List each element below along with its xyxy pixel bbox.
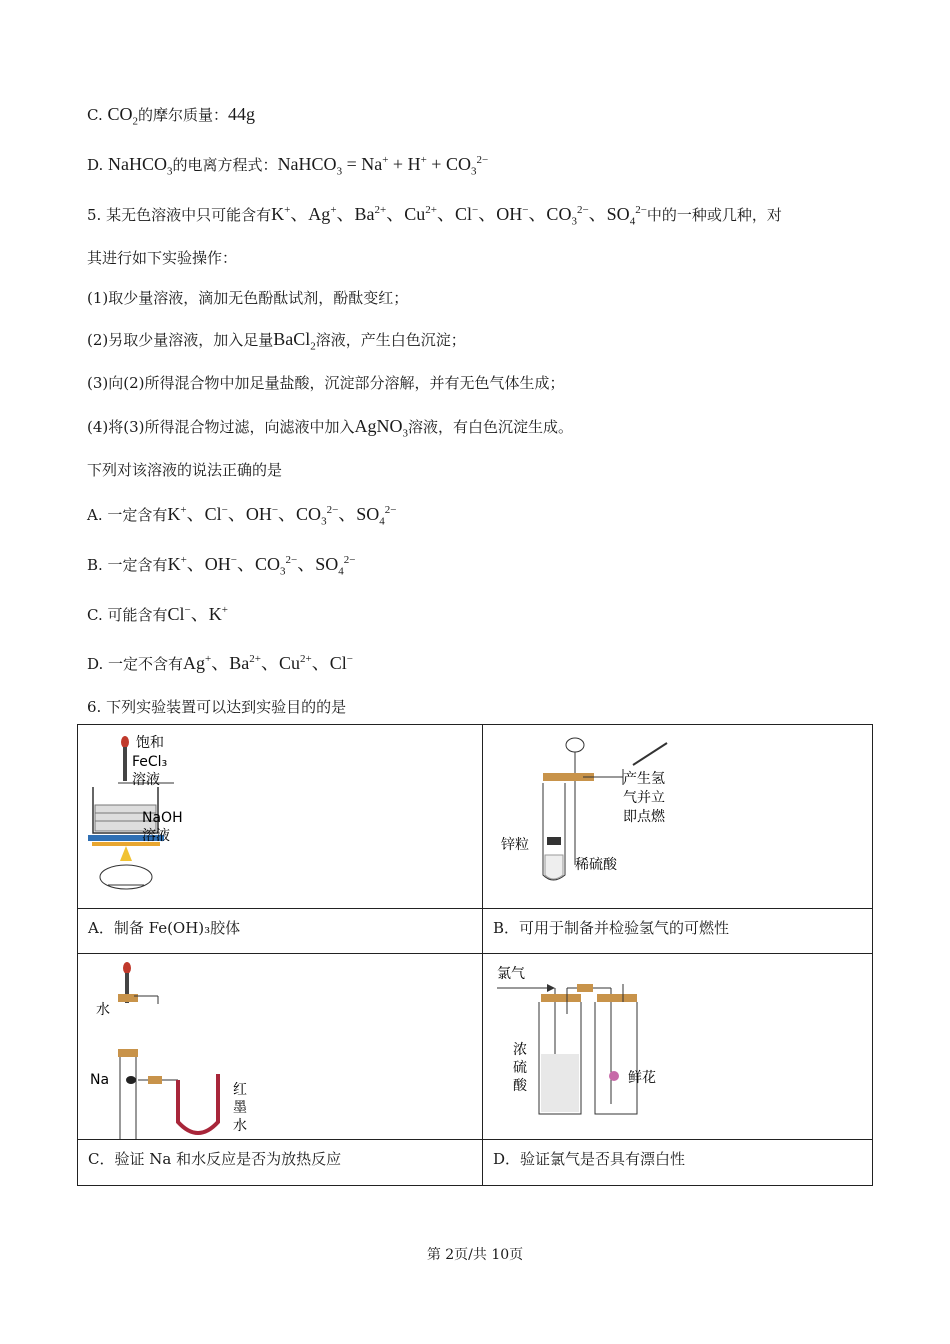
caption-b: B．可用于制备并检验氢气的可燃性 — [482, 908, 873, 954]
ion-list: Cl−、K+ — [167, 604, 228, 624]
option-text: 的摩尔质量： — [138, 106, 229, 124]
q5-option-b — [87, 553, 355, 576]
figure-cell-c — [77, 953, 483, 1140]
option-label: C. — [87, 106, 103, 124]
step-text: (2)另取少量溶液，加入足量 — [87, 331, 274, 349]
figure-cell-a — [77, 724, 483, 909]
apparatus-a-figure — [78, 725, 482, 908]
option-text: A. 一定含有 — [87, 506, 168, 524]
label-red: 红 — [233, 1082, 247, 1098]
ionization-equation: NaHCO$_3$ = $Na^+ + H^+ + CO_3^{2-}$ — [277, 154, 489, 178]
formula-bacl2: BaCl$_2$ — [273, 329, 316, 353]
label-acid: 酸 — [513, 1078, 527, 1094]
figure-cell-d — [482, 953, 873, 1140]
label-dilute-h2so4: 稀硫酸 — [575, 857, 617, 873]
step-text: (4)将(3)所得混合物过滤，向滤液中加入 — [87, 418, 355, 436]
label-na: Na — [90, 1072, 110, 1088]
option-text: 的电离方程式： — [172, 156, 278, 174]
label-produce-h2: 产生氢 — [623, 771, 665, 787]
caption-a: A．制备 Fe(OH)₃胶体 — [77, 908, 483, 954]
option-text: C. 可能含有 — [87, 606, 168, 624]
stem-text: 5. 某无色溶液中只可能含有 — [87, 206, 272, 224]
label-water: 水 — [233, 1118, 247, 1134]
ion-list: K+、Cl−、OH−、$CO_3^{2-}$、$SO_4^{2-}$ — [167, 504, 397, 528]
q4-option-c — [87, 103, 255, 126]
label-saturated: 饱和 — [136, 735, 164, 751]
label-solution: 溶液 — [132, 772, 160, 788]
q4-option-d — [87, 153, 488, 176]
q5-stem-line2: 其进行如下实验操作： — [87, 249, 238, 267]
formula-nahco3: NaHCO$_3$ — [108, 154, 173, 178]
step-text: 溶液，有白色沉淀生成。 — [408, 418, 574, 436]
q5-option-d — [87, 652, 353, 675]
q5-option-a — [87, 503, 397, 526]
label-ink: 墨 — [233, 1100, 247, 1116]
label-sulfuric: 硫 — [513, 1060, 527, 1076]
label-ignite: 即点燃 — [623, 809, 665, 825]
label-fecl3: FeCl₃ — [132, 754, 168, 770]
label-solution: 溶液 — [142, 828, 170, 844]
label-conc: 浓 — [513, 1042, 527, 1058]
q5-step3: (3)向(2)所得混合物中加足量盐酸，沉淀部分溶解，并有无色气体生成； — [87, 374, 565, 392]
apparatus-d-figure — [483, 954, 872, 1139]
option-label: D. — [87, 156, 104, 174]
q5-step2 — [87, 328, 466, 351]
label-chlorine: 氯气 — [497, 966, 525, 982]
formula-co2: $CO_2$ — [107, 104, 139, 128]
caption-d: D．验证氯气是否具有漂白性 — [482, 1139, 873, 1186]
formula-agno3: AgNO$_3$ — [354, 416, 408, 440]
label-water: 水 — [96, 1002, 110, 1018]
label-and-immediately: 气并立 — [623, 790, 665, 806]
figure-cell-b — [482, 724, 873, 909]
label-fresh-flower: 鲜花 — [628, 1070, 656, 1086]
q6-stem: 6. 下列实验装置可以达到实验目的的是 — [87, 698, 347, 716]
q5-option-c — [87, 603, 228, 626]
page-footer: 第 2页/共 10页 — [426, 1247, 524, 1263]
apparatus-c-figure — [78, 954, 482, 1139]
apparatus-b-figure — [483, 725, 872, 908]
option-text: D. 一定不含有 — [87, 655, 184, 673]
label-zinc: 锌粒 — [501, 837, 529, 853]
q5-stem-line1 — [87, 203, 782, 226]
option-value: 44g — [228, 104, 256, 124]
q5-step1: (1)取少量溶液，滴加无色酚酞试剂，酚酞变红； — [87, 289, 409, 307]
label-naoh: NaOH — [142, 810, 183, 826]
caption-c: C．验证 Na 和水反应是否为放热反应 — [77, 1139, 483, 1186]
q5-question: 下列对该溶液的说法正确的是 — [87, 461, 283, 479]
ion-list: Ag+、$Ba^{2+}$、$Cu^{2+}$、Cl− — [183, 653, 353, 673]
ion-list: K+、OH−、$CO_3^{2-}$、$SO_4^{2-}$ — [167, 554, 356, 578]
step-text: 溶液，产生白色沉淀； — [315, 331, 466, 349]
q5-step4 — [87, 415, 573, 438]
ion-list: K+、Ag+、$Ba^{2+}$、$Cu^{2+}$、Cl−、OH−、$CO_3^{2-}$、$SO_4^{2-}$ — [271, 204, 647, 228]
option-text: B. 一定含有 — [87, 556, 168, 574]
stem-text: 中的一种或几种，对 — [646, 206, 782, 224]
apparatus-table — [77, 724, 873, 1186]
